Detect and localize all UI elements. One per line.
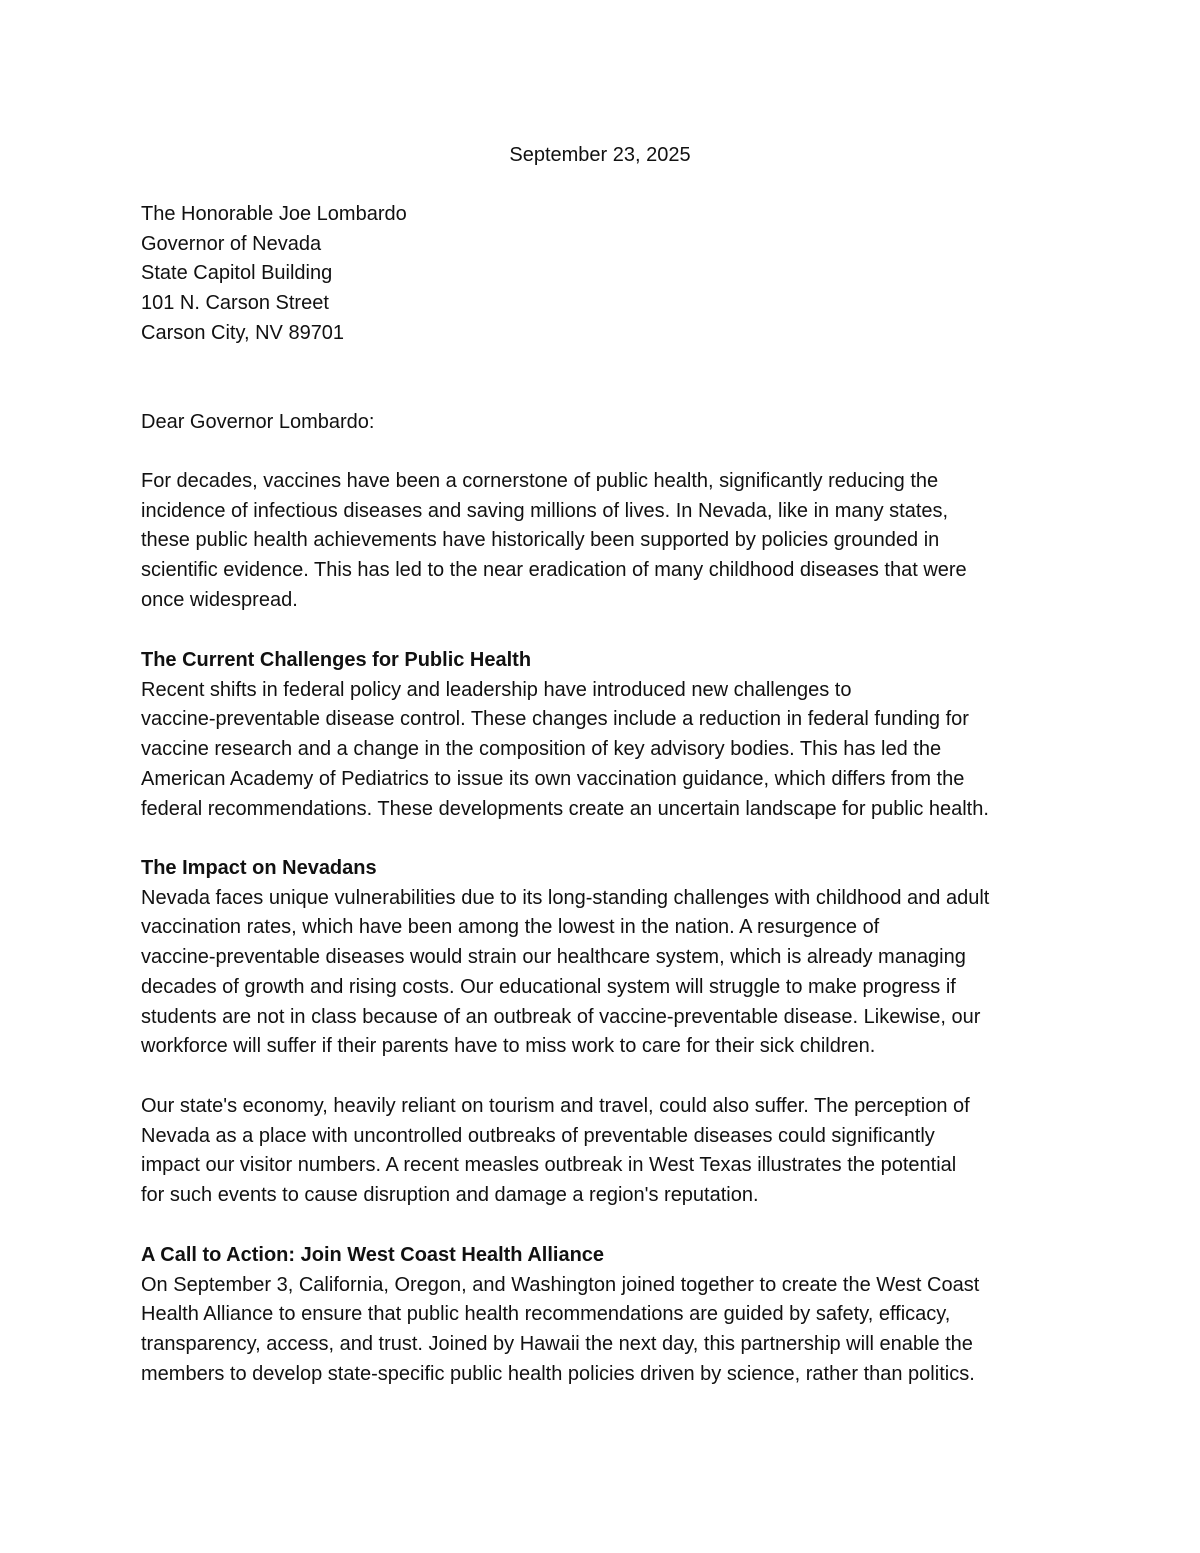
paragraph-line: Health Alliance to ensure that public health recommendations are guided by safety, efficacy,: [141, 1303, 951, 1326]
paragraph-line: Our state's economy, heavily reliant on tourism and travel, could also suffer. The perception of: [141, 1095, 970, 1117]
paragraph-line: once widespread.: [141, 588, 298, 611]
paragraph-line: for such events to cause disruption and damage a region's reputation.: [141, 1184, 759, 1207]
paragraph-line: Recent shifts in federal policy and leadership have introduced new challenges to: [141, 678, 852, 701]
paragraph-line: Nevada as a place with uncontrolled outbreaks of preventable diseases could significantly: [141, 1124, 935, 1147]
paragraph-line: incidence of infectious diseases and saving millions of lives. In Nevada, like in many states,: [141, 499, 949, 522]
section-heading: The Current Challenges for Public Health: [141, 649, 532, 671]
recipient-city: Carson City, NV 89701: [141, 321, 345, 344]
paragraph-line: American Academy of Pediatrics to issue its own vaccination guidance, which differs from the: [141, 767, 965, 790]
paragraph-line: vaccine-preventable diseases would strain our healthcare system, which is already managing: [141, 946, 966, 969]
recipient-building: State Capitol Building: [141, 262, 333, 285]
paragraph-line: decades of growth and rising costs. Our educational system will struggle to make progress if: [141, 975, 956, 998]
paragraph-line: scientific evidence. This has led to the near eradication of many childhood diseases that were: [141, 559, 967, 582]
recipient-address: [141, 200, 407, 349]
paragraph-line: these public health achievements have historically been supported by policies grounded in: [141, 529, 940, 552]
section-heading: The Impact on Nevadans: [141, 857, 377, 879]
section-current-challenges: [141, 646, 1071, 824]
paragraph-line: workforce will suffer if their parents have to miss work to care for their sick children.: [141, 1035, 876, 1058]
recipient-name: The Honorable Joe Lombardo: [141, 203, 407, 225]
paragraph-line: On September 3, California, Oregon, and Washington joined together to create the West Coast: [141, 1273, 980, 1296]
intro-paragraph: [141, 467, 1071, 616]
paragraph-line: impact our visitor numbers. A recent measles outbreak in West Texas illustrates the potential: [141, 1154, 957, 1177]
paragraph-line: For decades, vaccines have been a cornerstone of public health, significantly reducing the: [141, 470, 939, 492]
economy-paragraph: [141, 1092, 1071, 1211]
recipient-title: Governor of Nevada: [141, 232, 322, 255]
section-impact-on-nevadans: [141, 854, 1071, 1062]
paragraph-line: federal recommendations. These developments create an uncertain landscape for public health.: [141, 797, 989, 820]
paragraph-line: vaccination rates, which have been among the lowest in the nation. A resurgence of: [141, 916, 880, 939]
letter-date: September 23, 2025: [509, 144, 691, 166]
paragraph-line: vaccine-preventable disease control. These changes include a reduction in federal funding for: [141, 708, 969, 731]
salutation: Dear Governor Lombardo:: [141, 411, 375, 433]
section-heading: A Call to Action: Join West Coast Health Alliance: [141, 1244, 605, 1266]
paragraph-line: members to develop state-specific public health policies driven by science, rather than politics.: [141, 1362, 975, 1385]
section-call-to-action: [141, 1241, 1071, 1390]
paragraph-line: transparency, access, and trust. Joined by Hawaii the next day, this partnership will enable the: [141, 1333, 973, 1356]
paragraph-line: students are not in class because of an outbreak of vaccine-preventable disease. Likewise, our: [141, 1005, 981, 1028]
paragraph-line: Nevada faces unique vulnerabilities due to its long-standing challenges with childhood and adult: [141, 886, 990, 909]
paragraph-line: vaccine research and a change in the composition of key advisory bodies. This has led the: [141, 738, 942, 761]
recipient-street: 101 N. Carson Street: [141, 292, 329, 315]
